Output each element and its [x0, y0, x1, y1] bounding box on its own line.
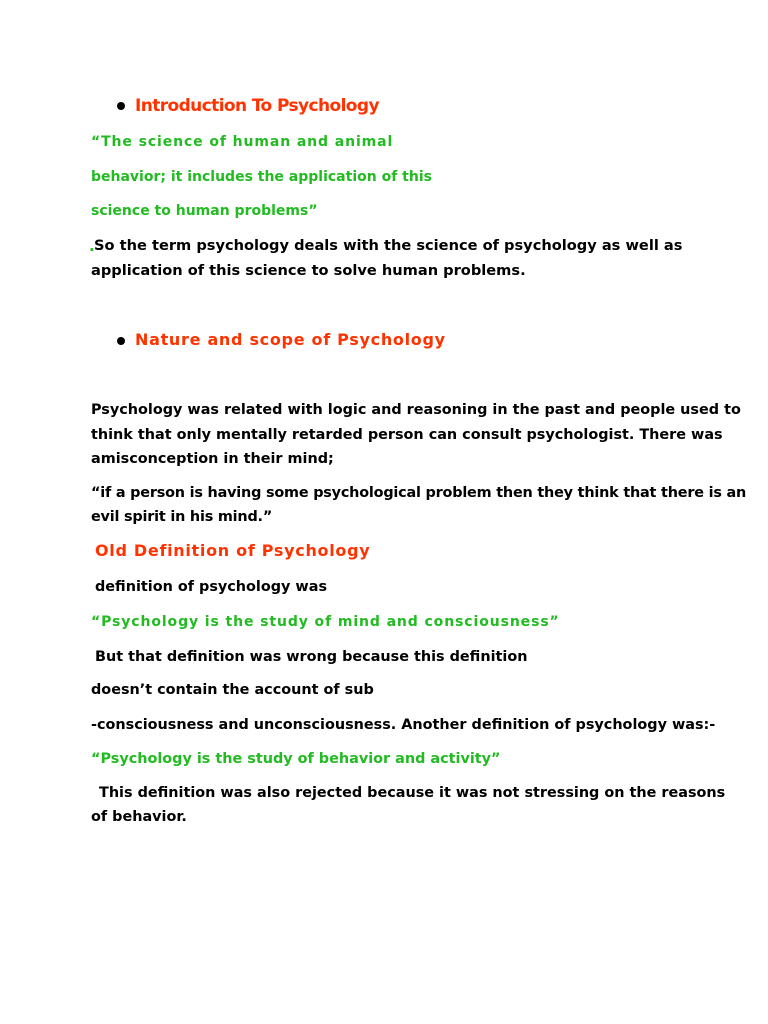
old-definition-closing-line-2: of behavior.: [91, 809, 187, 825]
old-definition-paragraph-line-3: -consciousness and unconsciousness. Another definition of psychology was:-: [91, 717, 716, 733]
intro-quote-line-2: behavior; it includes the application of this: [91, 169, 432, 185]
nature-paragraph-line-2: think that only mentally retarded person can consult psychologist. There was: [91, 427, 723, 443]
old-definition-quote-1: “Psychology is the study of mind and consciousness”: [91, 614, 560, 630]
old-definition-quote-2: “Psychology is the study of behavior and activity”: [91, 751, 501, 767]
bullet-icon: [117, 102, 125, 110]
intro-paragraph-line-1: So the term psychology deals with the science of psychology as well as: [94, 237, 683, 254]
bullet-icon: [117, 337, 125, 345]
old-definition-paragraph-line-1: But that definition was wrong because this definition: [95, 649, 528, 665]
intro-lead-dot: .: [89, 237, 95, 255]
nature-paragraph-line-1: Psychology was related with logic and reasoning in the past and people used to: [91, 402, 741, 418]
intro-heading: Introduction To Psychology: [135, 96, 379, 116]
intro-quote-line-3: science to human problems”: [91, 203, 318, 219]
nature-heading: Nature and scope of Psychology: [135, 330, 446, 349]
nature-quote-line-1: “if a person is having some psychological problem then they think that there is an: [91, 485, 747, 501]
old-definition-intro-line: definition of psychology was: [95, 579, 328, 595]
nature-quote-line-2: evil spirit in his mind.”: [91, 509, 273, 525]
intro-paragraph-line-2: application of this science to solve human problems.: [91, 262, 526, 279]
intro-quote-line-1: “The science of human and animal: [91, 134, 394, 150]
old-definition-heading: Old Definition of Psychology: [95, 541, 371, 560]
old-definition-paragraph-line-2: doesn’t contain the account of sub: [91, 682, 374, 698]
nature-paragraph-line-3: amisconception in their mind;: [91, 451, 334, 467]
old-definition-closing-line-1: This definition was also rejected because it was not stressing on the reasons: [99, 785, 726, 801]
